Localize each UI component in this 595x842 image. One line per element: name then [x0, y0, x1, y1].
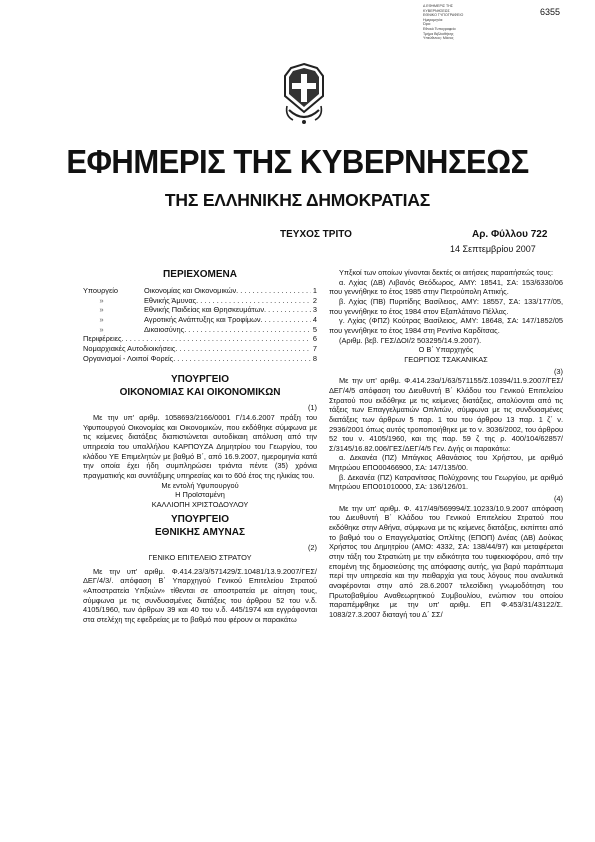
archive-stamp — [423, 4, 481, 41]
sheet-value: 722 — [530, 229, 548, 240]
signature-line: Η Προϊσταμένη — [175, 490, 225, 500]
toc-page: 1 — [312, 286, 317, 295]
right-column — [329, 268, 563, 620]
toc-page: 7 — [312, 343, 317, 353]
toc-row — [83, 286, 317, 296]
ministry-name: ΕΘΝΙΚΗΣ ΑΜΥΝΑΣ — [155, 527, 245, 539]
decision-number: (2) — [307, 543, 317, 553]
decision-number: (4) — [553, 494, 563, 504]
issuing-body: ΓΕΝΙΚΟ ΕΠΙΤΕΛΕΙΟ ΣΤΡΑΤΟΥ — [148, 553, 252, 563]
sheet-label: Αρ. Φύλλου — [472, 229, 528, 240]
decision-number: (3) — [553, 366, 563, 376]
paragraph: β. Λχίας (ΠΒ) Πυριτίδης Βασίλειος, ΑΜΥ: 18557, ΣΑ: 133/177/05, που γεννήθηκε το έτος 1984 στον Εξαπλάτανο Πέλλας. — [329, 296, 563, 316]
left-column — [83, 268, 317, 625]
toc-label: Περιφέρειες — [83, 334, 122, 344]
stamp-line: Ημερομηνία: — [423, 17, 444, 22]
stamp-line: ΕΘΝΙΚΟ ΤΥΠΟΓΡΑΦΕΙΟ — [423, 13, 464, 18]
signature-line: Με εντολή Υφυπουργού — [161, 480, 239, 490]
decision-body: Με την υπ' αριθμ. Φ. 417/49/569994/Σ.10233/10.9.2007 απόφαση του Διευθυντή Β΄ Κλάδου του Γενικού Επιτελείου Στρατού που εκδόθηκε στην Αθήνα, σύμφωνα με τις κείμενες διατάξεις, εκπίπτει από το βαθμό του ο Επαγγελματίας Οπλίτης (ΕΠΟΠ) Δνέας (ΔΒ) Δούκας Χρήστος του Δημητρίου (ΑΜΟ: 4332, ΣΑ: 138/44/97) και μεταφέρεται στην τάξη του Στρατιώτη με την ειδικότητα του τυφεκιοφόρου, από την επομένη της δημοσιεύσης της απόφασης αυτής, για βαρύ παράπτωμα περί την υπηρεσία και την πειθαρχία για τους λόγους που αναλυτικά αναφέρονται στην από 28.6.2007 τελεσίδικη γνωμοδότηση του Πρωτοβαθμίου Αναθεωρητικού Συμβουλίου, ενώπιον του οποίου παραπέμφθηκε με την υπ' αριθμ. ΕΠ Φ.453/31/43122/Σ. 1083/27.3.2007 διαταγή του Δ΄ ΣΣ/ — [329, 503, 563, 619]
ministry-name: ΟΙΚΟΝΟΜΙΑΣ ΚΑΙ ΟΙΚΟΝΟΜΙΚΩΝ — [119, 387, 281, 399]
page-number: 6355 — [540, 7, 561, 17]
ministry-heading: ΥΠΟΥΡΓΕΙΟ — [171, 374, 229, 386]
signature-name: ΓΕΩΡΓΙΟΣ ΤΣΑΚΑΝΙΚΑΣ — [404, 354, 488, 364]
toc-row — [83, 305, 317, 315]
stamp-line: Τμήμα Βιβλιοθήκης — [423, 31, 454, 36]
paragraph: γ. Λχίας (ΦΠΖ) Κούτρας Βασίλειος, ΑΜΥ: 18648, ΣΑ: 147/1852/05 που γεννήθηκε το έτος 1984 στη Ρεντίνα Καρδίτσας. — [329, 316, 563, 335]
same-mark: » — [99, 324, 104, 334]
toc-prefix: Υπουργείο — [83, 286, 119, 295]
toc-label: Αγροτικής Ανάπτυξης και Τροφίμων — [144, 314, 261, 324]
paragraph: α. Δεκανέα (ΠΖ) Μπάγκος Αθανάσιος του Χρήστου, με αριθμό Μητρώου ΕΠΟ00466900, ΣΑ: 147/135/00. — [329, 453, 563, 473]
decision-number: (1) — [307, 403, 317, 413]
toc-page: 8 — [312, 353, 317, 363]
reference: (Αριθμ. βεβ. ΓΕΣ/ΔΟΙ/2 503295/14.9.2007). — [339, 335, 482, 345]
stamp-line: Ώρα: — [423, 22, 431, 27]
signature-name: ΚΑΛΛΙΟΠΗ ΧΡΙΣΤΟΔΟΥΛΟΥ — [151, 499, 249, 509]
toc-row — [83, 296, 317, 306]
decision-body: Με την υπ' αριθμ. Φ.414.23/3/571429/Σ.10481/13.9.2007/ΓΕΣ/ΔΕΓ/4/3/. απόφαση Β΄ Υπαρχηγού Γενικού Επιτελείου Στρατού «Αποστρατεία Υπξκών» τίθενται σε αποστρατεία με αίτηση τους, σύμφωνα με τις συνδυασμένες διατάξεις του άρθρου 52 του ν.δ. 4105/1960, των άρθρων 39 και 40 του ν.δ. 445/1974 και εγγράφονται στα στελέχη της εφεδρείας με το βαθμό που φέρουν οι παρακάτω — [83, 566, 317, 625]
toc-row — [83, 354, 317, 364]
toc-label: Νομαρχιακές Αυτοδιοικήσεις — [83, 343, 176, 353]
gazette-title: ΕΦΗΜΕΡΙΣ ΤΗΣ ΚΥΒΕΡΝΗΣΕΩΣ — [66, 142, 529, 181]
toc-page: 3 — [312, 305, 317, 315]
toc-row — [83, 344, 317, 354]
same-mark: » — [99, 305, 104, 315]
same-mark: » — [99, 314, 104, 324]
decision-body: Με την υπ' αριθμ. 1058693/2166/0001 Γ/14.6.2007 πράξη του Υφυπουργού Οικονομίας και Οικονομικών, που εκδόθηκε σύμφωνα με τις κείμενες διατάξεις διαπιστώνεται αυτοδίκαιη απόλυση από την υπηρεσία του υπαλλήλου ΚΑΡΠΟΥΖΑ Δημητρίου του Γεωργίου, του κλάδου ΥΕ Επιμελητών με βαθμό Β΄, από 16.9.2007, ημερομηνία κατά την οποία έχει ήδη συμπληρώσει τριάντα πέντε (35) χρόνια πραγματικής και συντάξιμης υπηρεσίας και το 60ό έτος της ηλικίας του. — [83, 412, 317, 480]
toc-page: 5 — [312, 324, 317, 334]
toc-label: Εθνικής Παιδείας και Θρησκευμάτων — [144, 305, 265, 315]
stamp-line: Δ ΕΦΗΜΕΡΙΣ ΤΗΣ — [423, 4, 454, 8]
coat-of-arms-emblem — [283, 62, 325, 128]
issue-series: ΤΕΥΧΟΣ ΤΡΙΤΟ — [280, 229, 352, 240]
toc-label: Εθνικής Άμυνας — [144, 295, 197, 305]
toc-page: 6 — [312, 334, 317, 344]
paragraph: α. Λχίας (ΔΒ) Λιβανός Θεόδωρος, ΑΜΥ: 18541, ΣΑ: 153/6330/06 που γεννήθηκε το έτος 1985 στην Πετρούπολη Αττικής. — [329, 277, 563, 297]
signature-line: Ο Β΄ Υπαρχηγός — [418, 345, 474, 355]
gazette-subtitle: ΤΗΣ ΕΛΛΗΝΙΚΗΣ ΔΗΜΟΚΡΑΤΙΑΣ — [164, 190, 431, 210]
paragraph: β. Δεκανέα (ΠΖ) Κατρανίτσας Πολύχρονης του Γεωργίου, με αριθμό Μητρώου ΕΠΟ01010000, ΣΑ: 136/126/01. — [329, 472, 563, 492]
stamp-line: Εθνικό Τυπογραφείο — [423, 26, 456, 31]
stamp-line: Υπεύθυνος: Μάνος — [423, 36, 454, 41]
toc-label: Δικαιοσύνης — [144, 324, 185, 334]
sheet-number — [472, 229, 547, 240]
toc-row — [83, 325, 317, 335]
issue-date: 14 Σεπτεμβρίου 2007 — [450, 244, 536, 254]
stamp-line: ΚΥΒΕΡΝΗΣΕΩΣ — [423, 8, 450, 13]
toc-label: Οργανισμοί - Λοιποί Φορείς — [83, 353, 174, 363]
toc-page: 2 — [312, 295, 317, 305]
ministry-heading: ΥΠΟΥΡΓΕΙΟ — [171, 514, 229, 526]
toc-row — [83, 334, 317, 344]
decision-body: Με την υπ' αριθμ. Φ.414.23α/1/63/571155/Σ.10394/11.9.2007/ΓΕΣ/ΔΕΓ/4/5 απόφαση του Διευθυντή Β΄ Κλάδου του Γενικού Επιτελείου Στρατού που εκδόθηκε με τις κείμενες διατάξεις, απολύονται από τις τάξεις των Επαγγελματιών Οπλιτών, σύμφωνα με τις συνδυασμένες διατάξεις των άρθρων 5 παρ. 1 του του άρθρου 13 παρ. 1 ζ΄ ν. 2936/2001 όπως αυτός τροποποιήθηκε με το ν. 3036/2002, του άρθρου 52 του ν. 4105/1960, και της παρ. 59 ζ της ρ. 400/104/62857/Σ/3145/16.82.006/ΓΕΣ/ΔΕΓ/4/5 Γεν. Δγής οι παρακάτω: — [329, 376, 563, 453]
paragraph: Υπξκοί των οποίων γίνονται δεκτές οι αιτήσεις παραιτήσεώς τους: — [339, 268, 554, 277]
toc-row — [83, 315, 317, 325]
same-mark: » — [99, 295, 104, 305]
toc-label: Οικονομίας και Οικονομικών — [144, 286, 237, 295]
toc-page: 4 — [312, 314, 317, 324]
toc-heading: ΠΕΡΙΕΧΟΜΕΝΑ — [163, 269, 237, 280]
